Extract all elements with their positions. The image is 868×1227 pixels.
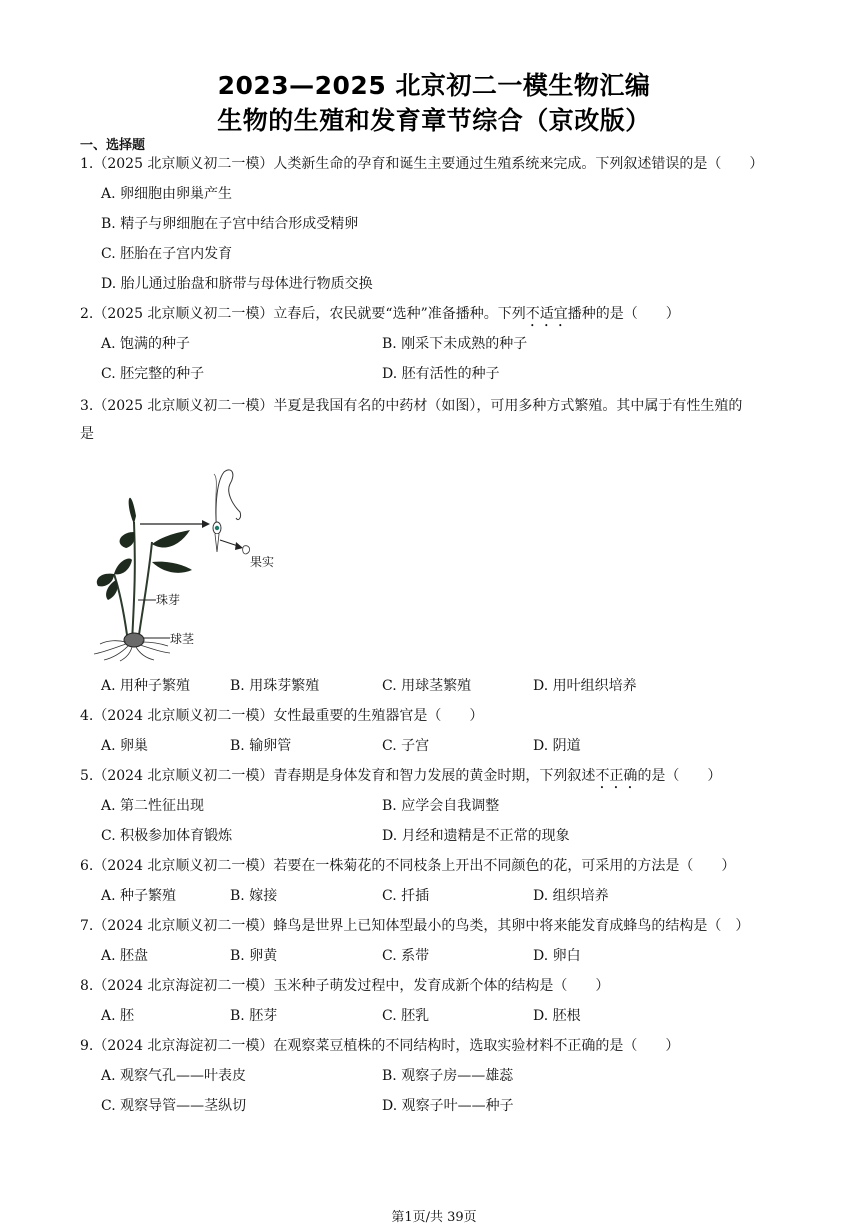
q2-option-a: A. 饱满的种子 — [101, 336, 191, 352]
q7-option-a: A. 胚盘 — [101, 948, 149, 964]
q6-option-a: A. 种子繁殖 — [101, 888, 177, 904]
q9-option-d: D. 观察子叶——种子 — [382, 1098, 514, 1114]
question-1-stem: 1.（2025 北京顺义初二一模）人类新生命的孕育和诞生主要通过生殖系统来完成。下列叙述错误的是（ ） — [80, 156, 764, 172]
q2-stem-part2: 播种的是（ ） — [567, 306, 680, 322]
q5-option-c: C. 积极参加体育锻炼 — [101, 828, 233, 844]
q7-option-b: B. 卵黄 — [230, 948, 278, 964]
q1-option-c: C. 胚胎在子宫内发育 — [101, 246, 233, 262]
q8-option-b: B. 胚芽 — [230, 1008, 278, 1024]
page-subtitle: 生物的生殖和发育章节综合（京改版） — [217, 106, 651, 135]
page-footer: 第1页/共 39页 — [391, 1210, 477, 1225]
q8-option-d: D. 胚根 — [533, 1008, 581, 1024]
page-title: 2023—2025 北京初二一模生物汇编 — [217, 71, 651, 100]
q6-option-c: C. 扦插 — [382, 888, 430, 904]
q7-option-c: C. 系带 — [382, 948, 430, 964]
q4-option-c: C. 子宫 — [382, 738, 430, 754]
q1-option-a: A. 卵细胞由卵巢产生 — [101, 186, 233, 202]
q6-option-b: B. 嫁接 — [230, 888, 278, 904]
q2-option-c: C. 胚完整的种子 — [101, 366, 205, 382]
q8-option-c: C. 胚乳 — [382, 1008, 430, 1024]
q2-emphasis: 不适宜 — [525, 306, 568, 322]
q2-option-d: D. 胚有活性的种子 — [382, 366, 500, 382]
section-heading: 一、选择题 — [80, 138, 146, 153]
bulbil-label: 珠芽 — [156, 593, 181, 607]
q4-option-b: B. 输卵管 — [230, 738, 292, 754]
fruit-label: 果实 — [250, 555, 275, 569]
q9-option-c: C. 观察导管——茎纵切 — [101, 1098, 247, 1114]
q4-option-a: A. 卵巢 — [101, 738, 149, 754]
question-8-stem: 8.（2024 北京海淀初二一模）玉米种子萌发过程中，发育成新个体的结构是（ ） — [80, 978, 610, 994]
question-2-stem — [80, 304, 680, 330]
q3-option-d: D. 用叶组织培养 — [533, 678, 637, 694]
q2-stem-part1: 2.（2025 北京顺义初二一模）立春后，农民就要“选种”准备播种。下列 — [80, 306, 526, 322]
question-6-stem: 6.（2024 北京顺义初二一模）若要在一株菊花的不同枝条上开出不同颜色的花，可采用的方法是（ ） — [80, 858, 736, 874]
q6-option-d: D. 组织培养 — [533, 888, 609, 904]
q5-option-b: B. 应学会自我调整 — [382, 798, 500, 814]
q5-emphasis: 不正确 — [595, 768, 638, 784]
q3-option-a: A. 用种子繁殖 — [101, 678, 191, 694]
pinellia-plant-figure — [90, 462, 290, 662]
q9-option-b: B. 观察子房——雄蕊 — [382, 1068, 514, 1084]
q5-stem-part1: 5.（2024 北京顺义初二一模）青春期是身体发育和智力发展的黄金时期，下列叙述 — [80, 768, 596, 784]
q4-option-d: D. 阴道 — [533, 738, 581, 754]
q8-option-a: A. 胚 — [101, 1008, 135, 1024]
q5-option-d: D. 月经和遗精是不正常的现象 — [382, 828, 570, 844]
q3-option-b: B. 用珠芽繁殖 — [230, 678, 320, 694]
question-5-stem — [80, 766, 721, 792]
corm-label: 球茎 — [170, 632, 195, 646]
q1-option-d: D. 胎儿通过胎盘和脐带与母体进行物质交换 — [101, 276, 373, 292]
question-9-stem: 9.（2024 北京海淀初二一模）在观察菜豆植株的不同结构时，选取实验材料不正确的是（ ） — [80, 1038, 680, 1054]
question-4-stem: 4.（2024 北京顺义初二一模）女性最重要的生殖器官是（ ） — [80, 708, 484, 724]
question-3-stem: 3.（2025 北京顺义初二一模）半夏是我国有名的中药材（如图），可用多种方式繁殖。其中属于有性生殖的 — [80, 398, 743, 414]
q5-stem-part2: 的是（ ） — [637, 768, 722, 784]
question-3-stem-cont: 是 — [80, 426, 94, 442]
question-7-stem: 7.（2024 北京顺义初二一模）蜂鸟是世界上已知体型最小的鸟类，其卵中将来能发育成蜂鸟的结构是（ ） — [80, 918, 750, 934]
q9-option-a: A. 观察气孔——叶表皮 — [101, 1068, 247, 1084]
q5-option-a: A. 第二性征出现 — [101, 798, 205, 814]
q1-option-b: B. 精子与卵细胞在子宫中结合形成受精卵 — [101, 216, 359, 232]
q2-option-b: B. 刚采下未成熟的种子 — [382, 336, 528, 352]
q7-option-d: D. 卵白 — [533, 948, 581, 964]
q3-option-c: C. 用球茎繁殖 — [382, 678, 472, 694]
